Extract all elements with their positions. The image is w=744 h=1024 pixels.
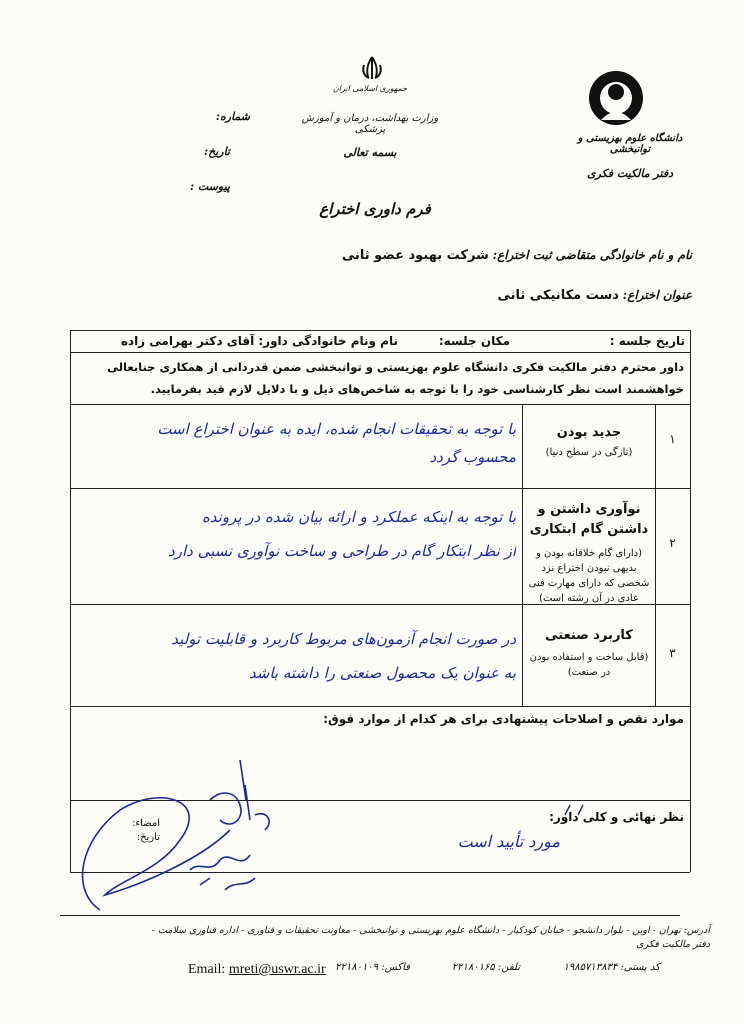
handwritten-answer-line: محسوب گردد	[429, 448, 516, 466]
row-number: ۲	[669, 536, 676, 550]
handwritten-answer-line: از نظر ابتکار گام در طراحی و ساخت نوآوری نسبی دارد	[168, 542, 516, 560]
referee-label: نام ونام خانوادگی داور:	[258, 334, 398, 348]
criterion-description: (قابل ساخت و استفاده بودن در صنعت)	[529, 652, 649, 678]
university-logo	[585, 68, 647, 128]
republic-caption: جمهوری اسلامی ایران	[332, 84, 408, 93]
referee-signature	[60, 760, 290, 920]
bismillah: بسمه تعالی	[343, 146, 397, 159]
intro-row-line	[70, 404, 690, 405]
row3-line	[70, 706, 690, 707]
signature-label: امضاء:	[132, 818, 160, 829]
applicant-label: نام و نام خانوادگی متقاضی ثبت اختراع:	[492, 248, 692, 262]
date-label: تاریخ:	[204, 145, 230, 158]
footer-address: آدرس: تهران - اوین - بلوار دانشجو - خیابان کودکیار - دانشگاه علوم بهزیستی و توانبخشی - معاونت تحقیقات و فناوری - اداره فناوری سلامت - دفتر مالکیت فکری	[151, 925, 710, 950]
criterion-title: کاربرد صنعتی	[545, 628, 633, 643]
university-name: دانشگاه علوم بهزیستی و توانبخشی	[577, 133, 683, 155]
final-opinion-label: نظر نهائی و کلی داور:	[549, 810, 684, 824]
table-top-line	[70, 330, 690, 331]
invention-label: عنوان اختراع:	[622, 288, 692, 302]
footer-postal-code: کد پستی: ۱۹۸۵۷۱۳۸۳۴	[563, 962, 660, 973]
office-name: دفتر مالکیت فکری	[586, 167, 673, 180]
footer-email-line	[188, 962, 326, 978]
handwritten-answer-line: در صورت انجام آزمون‌های مربوط کاربرد و قابلیت تولید	[171, 630, 516, 648]
footer-phone: تلفن: ۲۲۱۸۰۱۶۵	[451, 962, 520, 973]
row-number: ۳	[669, 646, 676, 660]
defects-label: موارد نقص و اصلاحات پیشنهادی برای هر کدام از موارد فوق:	[323, 712, 684, 726]
session-place-label: مکان جلسه:	[438, 334, 510, 348]
criterion-description: (تازگی در سطح دنیا)	[545, 447, 633, 458]
signature-initials	[560, 800, 600, 820]
referee-line	[110, 334, 398, 348]
ministry-caption: وزارت بهداشت، درمان و آموزش پزشکی	[301, 113, 439, 135]
form-title: فرم داوری اختراع	[319, 200, 431, 218]
footer-separator	[60, 915, 680, 916]
row-number: ۱	[669, 432, 676, 446]
row1-line	[70, 488, 690, 489]
num-column-line	[655, 404, 656, 706]
applicant-value: شرکت بهبود عضو ثانی	[341, 248, 489, 263]
handwritten-final-opinion: مورد تأیید است	[457, 832, 560, 851]
handwritten-answer-line: با توجه به تحقیقات انجام شده، ایده به عنوان اختراع است	[157, 420, 516, 438]
header-row-line	[70, 352, 690, 353]
invention-value: دست مکانیکی ثانی	[497, 288, 619, 303]
number-label: شماره:	[215, 110, 250, 123]
applicant-line	[300, 248, 692, 263]
referee-instructions: داور محترم دفتر مالکیت فکری دانشگاه علوم بهزیستی و توانبخشی ضمن قدردانی از همکاری جنابعالی خواهشمند است نظر کارشناسی خود را با توجه به شاخص‌های ذیل و با دلایل لازم قید بفرمایید.	[107, 360, 684, 396]
signature-date-label: تاریخ:	[136, 832, 160, 843]
handwritten-answer-line: به عنوان یک محصول صنعتی را داشته باشد	[248, 664, 516, 682]
criterion-title: نوآوری داشتن و داشتن گام ابتکاری	[529, 502, 649, 537]
criteria-column-line	[522, 404, 523, 706]
iran-emblem-icon	[358, 55, 386, 81]
table-right-line	[690, 330, 691, 872]
handwritten-answer-line: با توجه به اینکه عملکرد و ارائه بیان شده در پرونده	[201, 508, 516, 526]
footer-fax: فاکس: ۲۲۱۸۰۱۰۹	[335, 962, 410, 973]
session-date-label: تاریخ جلسه :	[609, 334, 685, 348]
attachment-label: پیوست :	[190, 180, 230, 193]
criterion-description: (دارای گام خلاقانه بودن و بدیهی نبودن اختراع نزد شخصی که دارای مهارت فنی عادی در آن رشته است)	[528, 548, 650, 604]
email-label: Email:	[188, 962, 226, 977]
invention-line	[300, 288, 692, 303]
email-link[interactable]: mreti@uswr.ac.ir	[228, 962, 326, 977]
criterion-title: جدید بودن	[556, 425, 622, 440]
referee-value: آقای دکتر بهرامی زاده	[120, 334, 255, 348]
